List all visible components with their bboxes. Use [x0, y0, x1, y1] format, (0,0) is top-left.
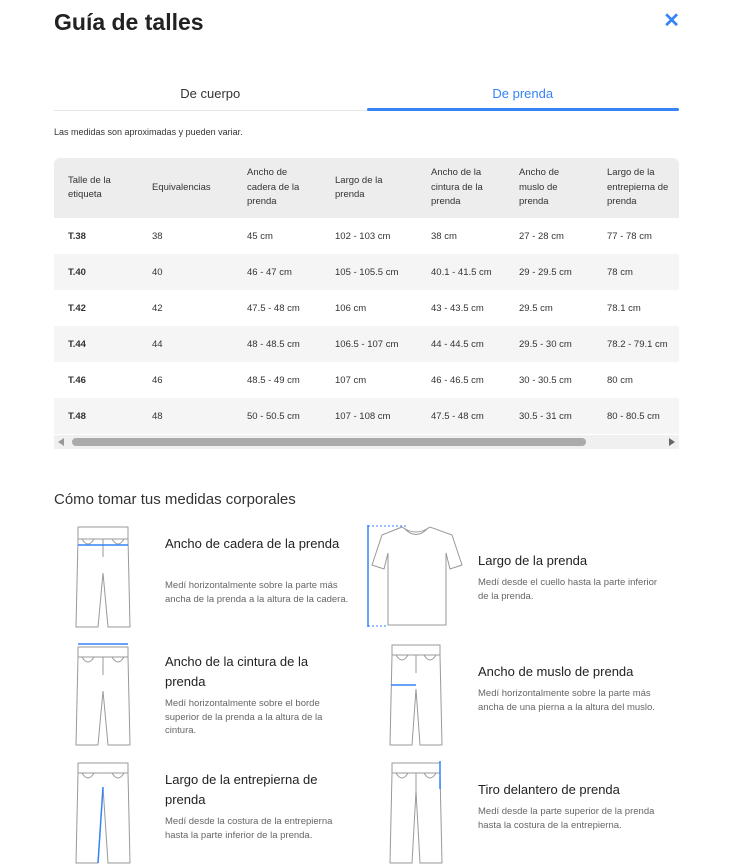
measure-title: Tiro delantero de prenda — [478, 782, 620, 797]
table-cell: 106.5 - 107 cm — [321, 326, 417, 362]
table-cell: 48 — [138, 398, 233, 434]
tab-de-prenda[interactable]: De prenda — [367, 83, 680, 110]
table-cell: T.42 — [68, 302, 86, 314]
measure-desc: Medí desde el cuello hasta la parte inferior de la prenda. — [478, 577, 658, 602]
scroll-left-icon[interactable] — [58, 438, 64, 446]
pants-thigh-icon — [366, 641, 466, 749]
table-cell: 47.5 - 48 cm — [247, 302, 300, 314]
table-cell: T.44 — [54, 326, 138, 362]
measure-desc: Medí desde la parte superior de la prenda hasta la costura de la entrepierna. — [478, 806, 655, 831]
measure-title: Largo de la entrepierna de prenda — [165, 772, 318, 807]
table-cell: 46 - 47 cm — [233, 254, 321, 290]
scroll-right-icon[interactable] — [669, 438, 675, 446]
tab-de-cuerpo[interactable]: De cuerpo — [180, 86, 241, 101]
table-cell: 30.5 - 31 cm — [505, 398, 593, 434]
measure-item-thigh — [366, 641, 676, 751]
column-header: Ancho de cadera de la prenda — [233, 158, 321, 218]
table-cell: 78.2 - 79.1 cm — [593, 326, 679, 362]
column-header: Ancho de la cintura de la prenda — [417, 158, 505, 218]
table-cell: 38 cm — [431, 230, 457, 242]
table-cell: 29 - 29.5 cm — [505, 254, 593, 290]
pants-hip-icon — [54, 523, 144, 631]
measure-desc: Medí desde la costura de la entrepierna hasta la parte inferior de la prenda. — [165, 816, 333, 841]
table-cell: T.40 — [54, 254, 138, 290]
table-row — [54, 398, 679, 434]
measure-item-length — [366, 523, 676, 633]
measure-item-inseam — [54, 759, 364, 866]
table-cell: 77 - 78 cm — [607, 230, 652, 242]
table-cell: 46 - 46.5 cm — [431, 374, 484, 386]
column-header: Largo de la entrepierna de prenda — [593, 158, 679, 218]
modal-header — [54, 8, 684, 38]
table-header-row — [54, 158, 679, 218]
table-cell: 30 - 30.5 cm — [519, 374, 572, 386]
table-cell: 48.5 - 49 cm — [247, 374, 300, 386]
table-cell: 40 — [138, 254, 233, 290]
measure-title: Ancho de muslo de prenda — [478, 664, 634, 679]
table-cell: 80 cm — [607, 374, 633, 386]
tab-bar — [54, 83, 679, 111]
table-cell: 105 - 105.5 cm — [321, 254, 417, 290]
column-header: Talle de la etiqueta — [54, 158, 138, 218]
table-cell: 106 cm — [335, 302, 367, 314]
size-table-container — [54, 158, 679, 435]
column-header: Equivalencias — [138, 158, 233, 218]
table-cell: 29.5 cm — [519, 302, 553, 314]
measure-title: Ancho de cadera de la prenda — [165, 536, 340, 551]
table-cell: 27 - 28 cm — [519, 230, 564, 242]
column-header: Ancho de muslo de prenda — [505, 158, 593, 218]
table-cell: T.38 — [68, 230, 86, 242]
table-cell: 48 - 48.5 cm — [233, 326, 321, 362]
measure-desc: Medí horizontalmente sobre la parte más ancha de la prenda a la altura de la cadera. — [165, 580, 349, 605]
close-icon[interactable]: ✕ — [663, 10, 680, 32]
scrollbar-thumb[interactable] — [72, 438, 586, 446]
measure-item-hip — [54, 523, 364, 633]
measure-desc: Medí horizontalmente sobre la parte más ancha de una pierna a la altura del muslo. — [478, 688, 655, 713]
column-header: Largo de la prenda — [321, 158, 417, 218]
table-cell: 102 - 103 cm — [335, 230, 391, 242]
table-row — [54, 254, 679, 290]
section-title: Cómo tomar tus medidas corporales — [54, 491, 296, 508]
measure-title: Largo de la prenda — [478, 553, 588, 568]
table-cell: 46 — [152, 374, 163, 386]
disclaimer-note: Las medidas son aproximadas y pueden variar. — [54, 127, 243, 137]
table-cell: 43 - 43.5 cm — [431, 302, 484, 314]
pants-rise-icon — [366, 759, 466, 865]
table-cell: T.46 — [68, 374, 86, 386]
tshirt-length-icon — [366, 523, 466, 631]
horizontal-scrollbar[interactable] — [54, 435, 679, 449]
table-cell: 107 cm — [335, 374, 367, 386]
table-cell: 78 cm — [593, 254, 679, 290]
table-cell: 44 — [138, 326, 233, 362]
table-cell: 78.1 cm — [607, 302, 641, 314]
table-row — [54, 218, 679, 254]
pants-waist-icon — [54, 641, 144, 749]
table-cell: 40.1 - 41.5 cm — [417, 254, 505, 290]
measure-title: Ancho de la cintura de la prenda — [165, 654, 309, 689]
table-cell: 47.5 - 48 cm — [417, 398, 505, 434]
table-cell: 29.5 - 30 cm — [505, 326, 593, 362]
measure-item-rise — [366, 759, 676, 866]
table-row — [54, 362, 679, 398]
table-row — [54, 326, 679, 362]
table-cell: 45 cm — [247, 230, 273, 242]
table-cell: T.48 — [54, 398, 138, 434]
measure-desc: Medí horizontalmente sobre el borde superior de la prenda a la altura de la cintura. — [165, 698, 323, 736]
table-cell: 107 - 108 cm — [321, 398, 417, 434]
measure-item-waist — [54, 641, 364, 751]
page-title: Guía de talles — [54, 9, 204, 35]
table-cell: 50 - 50.5 cm — [233, 398, 321, 434]
table-row — [54, 290, 679, 326]
table-cell: 42 — [152, 302, 163, 314]
pants-inseam-icon — [54, 759, 144, 865]
table-cell: 38 — [152, 230, 163, 242]
table-cell: 44 - 44.5 cm — [417, 326, 505, 362]
size-table — [54, 158, 679, 434]
table-cell: 80 - 80.5 cm — [593, 398, 679, 434]
